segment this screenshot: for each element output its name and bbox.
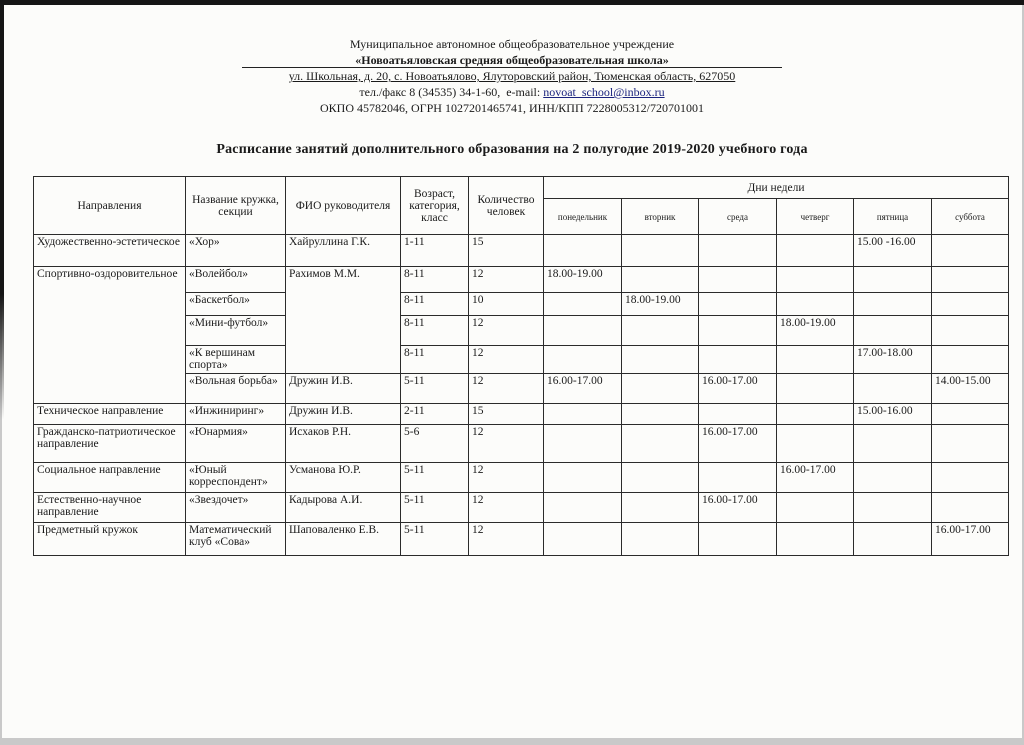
cell-saturday (932, 346, 1009, 374)
cell-club: «Вольная борьба» (186, 374, 286, 404)
cell-friday: 17.00-18.00 (854, 346, 932, 374)
table-row (34, 267, 1009, 293)
cell-club: «Звездочет» (186, 493, 286, 523)
table-row (34, 463, 1009, 493)
cell-direction: Социальное направление (34, 463, 186, 493)
email-text: novoat_school@inbox.ru (543, 85, 665, 99)
cell-leader: Исхаков Р.Н. (286, 425, 401, 463)
table-row (34, 235, 1009, 267)
col-header-days-group: Дни недели (544, 177, 1009, 199)
cell-age: 8-11 (401, 346, 469, 374)
col-header-tuesday: вторник (622, 199, 699, 235)
col-header-age: Возраст, категория, класс (401, 177, 469, 235)
cell-thursday (777, 346, 854, 374)
letterhead (2, 36, 1022, 116)
table-row (34, 425, 1009, 463)
cell-friday (854, 374, 932, 404)
cell-wednesday: 16.00-17.00 (699, 425, 777, 463)
table-row (34, 523, 1009, 556)
cell-leader: Рахимов М.М. (286, 267, 401, 374)
cell-club: «Юнармия» (186, 425, 286, 463)
cell-tuesday (622, 493, 699, 523)
cell-wednesday (699, 235, 777, 267)
cell-club: «Инжиниринг» (186, 404, 286, 425)
cell-wednesday (699, 404, 777, 425)
cell-age: 1-11 (401, 235, 469, 267)
cell-tuesday (622, 404, 699, 425)
cell-age: 5-11 (401, 523, 469, 556)
cell-saturday (932, 293, 1009, 316)
document-page (2, 4, 1022, 738)
cell-tuesday (622, 235, 699, 267)
cell-direction: Спортивно-оздоровительное (34, 267, 186, 404)
col-header-wednesday: среда (699, 199, 777, 235)
cell-wednesday (699, 463, 777, 493)
cell-direction: Предметный кружок (34, 523, 186, 556)
cell-tuesday (622, 374, 699, 404)
cell-tuesday: 18.00-19.00 (622, 293, 699, 316)
cell-age: 8-11 (401, 293, 469, 316)
cell-age: 5-11 (401, 374, 469, 404)
cell-friday: 15.00-16.00 (854, 404, 932, 425)
cell-tuesday (622, 346, 699, 374)
cell-wednesday: 16.00-17.00 (699, 374, 777, 404)
cell-age: 5-11 (401, 493, 469, 523)
cell-friday (854, 425, 932, 463)
cell-thursday: 16.00-17.00 (777, 463, 854, 493)
cell-wednesday (699, 293, 777, 316)
cell-age: 8-11 (401, 267, 469, 293)
cell-friday (854, 523, 932, 556)
cell-saturday (932, 316, 1009, 346)
cell-count: 10 (469, 293, 544, 316)
col-header-saturday: суббота (932, 199, 1009, 235)
cell-count: 15 (469, 235, 544, 267)
cell-count: 12 (469, 374, 544, 404)
cell-friday (854, 293, 932, 316)
cell-wednesday (699, 267, 777, 293)
cell-monday (544, 235, 622, 267)
cell-monday: 16.00-17.00 (544, 374, 622, 404)
cell-thursday (777, 293, 854, 316)
cell-wednesday: 16.00-17.00 (699, 493, 777, 523)
cell-tuesday (622, 523, 699, 556)
cell-saturday (932, 404, 1009, 425)
cell-count: 12 (469, 523, 544, 556)
org-type-line: Муниципальное автономное общеобразовательное учреждение (349, 37, 675, 51)
cell-tuesday (622, 267, 699, 293)
cell-direction: Естественно-научное направление (34, 493, 186, 523)
schedule-table (33, 176, 1009, 556)
cell-direction: Художественно-эстетическое (34, 235, 186, 267)
cell-leader: Усманова Ю.Р. (286, 463, 401, 493)
cell-thursday: 18.00-19.00 (777, 316, 854, 346)
cell-club: «Юный корреспондент» (186, 463, 286, 493)
cell-friday: 15.00 -16.00 (854, 235, 932, 267)
cell-saturday: 14.00-15.00 (932, 374, 1009, 404)
cell-monday (544, 316, 622, 346)
cell-monday (544, 523, 622, 556)
cell-age: 5-6 (401, 425, 469, 463)
cell-monday: 18.00-19.00 (544, 267, 622, 293)
col-header-count: Количество человек (469, 177, 544, 235)
col-header-thursday: четверг (777, 199, 854, 235)
cell-monday (544, 346, 622, 374)
table-row (34, 493, 1009, 523)
col-header-friday: пятница (854, 199, 932, 235)
cell-leader: Хайруллина Г.К. (286, 235, 401, 267)
cell-friday (854, 493, 932, 523)
cell-leader: Дружин И.В. (286, 374, 401, 404)
cell-thursday (777, 374, 854, 404)
cell-age: 5-11 (401, 463, 469, 493)
cell-thursday (777, 404, 854, 425)
header-row-top (34, 177, 1009, 199)
cell-wednesday (699, 316, 777, 346)
cell-count: 12 (469, 463, 544, 493)
cell-saturday: 16.00-17.00 (932, 523, 1009, 556)
cell-age: 8-11 (401, 316, 469, 346)
cell-friday (854, 267, 932, 293)
cell-monday (544, 404, 622, 425)
cell-thursday (777, 493, 854, 523)
scan-edge-left (0, 0, 4, 420)
cell-club: «Баскетбол» (186, 293, 286, 316)
cell-leader: Кадырова А.И. (286, 493, 401, 523)
cell-thursday (777, 235, 854, 267)
cell-direction: Техническое направление (34, 404, 186, 425)
cell-count: 15 (469, 404, 544, 425)
table-row (34, 404, 1009, 425)
cell-tuesday (622, 425, 699, 463)
cell-tuesday (622, 316, 699, 346)
cell-leader: Шаповаленко Е.В. (286, 523, 401, 556)
col-header-leader: ФИО руководителя (286, 177, 401, 235)
cell-wednesday (699, 523, 777, 556)
cell-thursday (777, 267, 854, 293)
cell-monday (544, 293, 622, 316)
cell-tuesday (622, 463, 699, 493)
cell-count: 12 (469, 267, 544, 293)
org-address-line: ул. Школьная, д. 20, с. Новоатьялово, Ялуторовский район, Тюменская область, 627050 (288, 69, 736, 83)
cell-club: «Волейбол» (186, 267, 286, 293)
cell-count: 12 (469, 316, 544, 346)
cell-club: Математический клуб «Сова» (186, 523, 286, 556)
cell-leader: Дружин И.В. (286, 404, 401, 425)
col-header-monday: понедельник (544, 199, 622, 235)
cell-friday (854, 316, 932, 346)
cell-monday (544, 493, 622, 523)
cell-saturday (932, 267, 1009, 293)
cell-thursday (777, 425, 854, 463)
cell-count: 12 (469, 346, 544, 374)
cell-saturday (932, 425, 1009, 463)
cell-saturday (932, 493, 1009, 523)
document-title: Расписание занятий дополнительного образования на 2 полугодие 2019-2020 учебного года (216, 142, 808, 157)
cell-saturday (932, 463, 1009, 493)
cell-direction: Гражданско-патриотическое направление (34, 425, 186, 463)
org-contacts-line (2, 84, 1022, 100)
cell-count: 12 (469, 425, 544, 463)
cell-saturday (932, 235, 1009, 267)
org-codes-line: ОКПО 45782046, ОГРН 1027201465741, ИНН/КПП 7228005312/720701001 (320, 101, 704, 115)
col-header-direction: Направления (34, 177, 186, 235)
col-header-club: Название кружка, секции (186, 177, 286, 235)
cell-club: «Мини-футбол» (186, 316, 286, 346)
cell-club: «К вершинам спорта» (186, 346, 286, 374)
phone-text: тел./факс 8 (34535) 34-1-60, e-mail: (359, 85, 544, 99)
cell-thursday (777, 523, 854, 556)
cell-monday (544, 463, 622, 493)
cell-count: 12 (469, 493, 544, 523)
cell-monday (544, 425, 622, 463)
scan-edge-top (0, 0, 1024, 5)
cell-friday (854, 463, 932, 493)
cell-wednesday (699, 346, 777, 374)
cell-age: 2-11 (401, 404, 469, 425)
cell-club: «Хор» (186, 235, 286, 267)
org-name-line: «Новоатьяловская средняя общеобразовательная школа» (355, 53, 669, 67)
